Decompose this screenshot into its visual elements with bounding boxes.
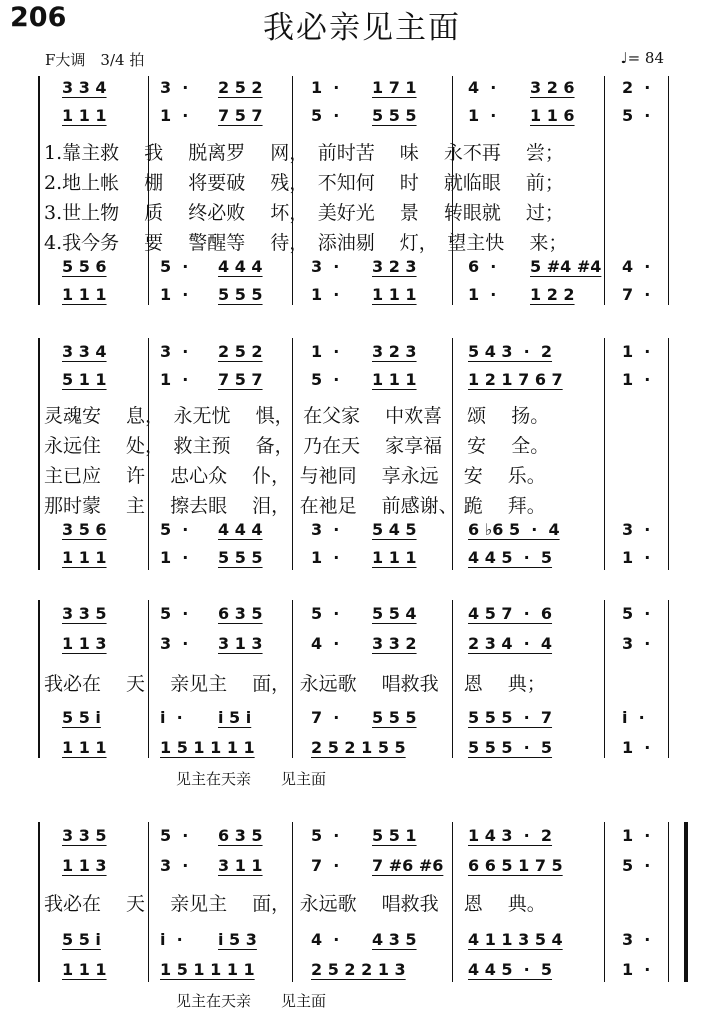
bar-line [604, 600, 605, 758]
notation-upper-segment: 3 3 4 [62, 78, 107, 97]
notation-upper-segment: 2 · [622, 78, 651, 97]
notation-upper-segment: 3 2 6 [530, 78, 575, 97]
system-left-bar [38, 822, 40, 982]
notation-upper-segment: 3 3 5 [62, 604, 107, 623]
notation-lower-segment: 5 4 5 [372, 520, 417, 539]
notation-lower-segment: 5 5 i [62, 708, 101, 727]
notation-lower-segment: i · [622, 708, 645, 727]
notation-upper2-segment: 1 1 3 [62, 856, 107, 875]
bass-annotation: 见主在天亲 见主面 [176, 770, 327, 788]
notation-lower-segment: 4 · [311, 930, 340, 949]
notation-lower2-segment: 4 4 5 · 5 [468, 960, 553, 979]
hymn-title: 我必亲见主面 [263, 10, 461, 46]
final-bar-line [684, 822, 688, 982]
notation-lower2-segment: 1 · [622, 960, 651, 979]
notation-upper2-segment: 5 · [311, 370, 340, 389]
bar-line [604, 822, 605, 982]
notation-upper-segment: 1 4 3 · 2 [468, 826, 553, 845]
notation-lower2-segment: 1 · [160, 548, 189, 567]
notation-upper2-segment: 4 · [311, 634, 340, 653]
notation-lower-segment: 4 · [622, 257, 651, 276]
notation-upper2-segment: 5 · [622, 106, 651, 125]
notation-upper2-segment: 3 · [160, 856, 189, 875]
notation-lower-segment: 5 · [160, 520, 189, 539]
lyric-line: 2.地上帐 棚 将要破 残， 不知何 时 就临眼 前； [44, 172, 564, 194]
bar-line [668, 600, 669, 758]
notation-upper-segment: 1 · [622, 826, 651, 845]
bar-line [604, 76, 605, 305]
notation-lower-segment: i · [160, 708, 183, 727]
lyric-line: 3.世上物 质 终必败 坏， 美好光 景 转眼就 过； [44, 202, 564, 224]
notation-lower-segment: 5 · [160, 257, 189, 276]
notation-upper2-segment: 1 1 6 [530, 106, 575, 125]
notation-lower-segment: 3 · [311, 520, 340, 539]
notation-lower2-segment: 1 1 1 [372, 548, 417, 567]
notation-upper-segment: 5 5 4 [372, 604, 417, 623]
notation-upper2-segment: 1 1 1 [372, 370, 417, 389]
notation-lower-segment: 4 1 1 3 5 4 [468, 930, 563, 949]
key-and-meter: F大调 3/4 拍 [45, 51, 145, 69]
notation-lower-segment: 4 3 5 [372, 930, 417, 949]
tempo-marking: ♩= 84 [620, 49, 664, 67]
notation-lower2-segment: 1 1 1 [62, 548, 107, 567]
notation-upper2-segment: 3 · [160, 634, 189, 653]
notation-upper-segment: 1 7 1 [372, 78, 417, 97]
notation-upper-segment: 5 · [311, 826, 340, 845]
notation-lower-segment: 5 5 i [62, 930, 101, 949]
notation-lower-segment: 5 #4 #4 [530, 257, 602, 276]
notation-lower2-segment: 1 1 1 [62, 960, 107, 979]
notation-lower-segment: 3 2 3 [372, 257, 417, 276]
notation-lower2-segment: 4 4 5 · 5 [468, 548, 553, 567]
notation-upper-segment: 5 · [160, 826, 189, 845]
bar-line [668, 76, 669, 305]
notation-lower-segment: 4 4 4 [218, 257, 263, 276]
notation-upper-segment: 4 · [468, 78, 497, 97]
notation-lower2-segment: 1 · [622, 738, 651, 757]
notation-lower2-segment: 1 1 1 [62, 285, 107, 304]
lyric-line: 灵魂安 息， 永无忧 惧， 在父家 中欢喜 颂 扬。 [44, 405, 550, 427]
notation-upper-segment: 1 · [311, 342, 340, 361]
notation-upper-segment: 6 3 5 [218, 604, 263, 623]
notation-upper-segment: 5 · [622, 604, 651, 623]
notation-lower2-segment: 5 5 5 [218, 285, 263, 304]
notation-upper2-segment: 7 #6 #6 [372, 856, 444, 875]
notation-upper2-segment: 5 5 5 [372, 106, 417, 125]
notation-lower-segment: 3 · [622, 930, 651, 949]
notation-upper2-segment: 1 1 3 [62, 634, 107, 653]
notation-lower2-segment: 2 5 2 2 1 3 [311, 960, 406, 979]
notation-upper2-segment: 1 2 1 7 6 7 [468, 370, 563, 389]
notation-lower-segment: 6 · [468, 257, 497, 276]
notation-lower2-segment: 1 5 1 1 1 1 [160, 738, 255, 757]
notation-lower-segment: i 5 i [218, 708, 252, 727]
notation-lower-segment: i 5 3 [218, 930, 257, 949]
notation-lower-segment: 3 · [622, 520, 651, 539]
notation-upper-segment: 2 5 2 [218, 342, 263, 361]
notation-lower2-segment: 2 5 2 1 5 5 [311, 738, 406, 757]
notation-upper2-segment: 6 6 5 1 7 5 [468, 856, 563, 875]
notation-lower-segment: 6 ♭6 5 · 4 [468, 520, 560, 539]
notation-lower-segment: 5 5 6 [62, 257, 107, 276]
notation-lower-segment: 3 · [311, 257, 340, 276]
notation-lower2-segment: 1 1 1 [62, 738, 107, 757]
notation-upper2-segment: 1 · [160, 106, 189, 125]
system-left-bar [38, 600, 40, 758]
system-left-bar [38, 76, 40, 305]
notation-upper-segment: 3 3 4 [62, 342, 107, 361]
notation-upper-segment: 5 · [160, 604, 189, 623]
lyric-line: 我必在 天 亲见主 面， 永远歌 唱救我 恩 典。 [44, 893, 546, 915]
notation-lower-segment: 5 5 5 [372, 708, 417, 727]
notation-upper2-segment: 7 · [311, 856, 340, 875]
notation-upper2-segment: 3 1 1 [218, 856, 263, 875]
notation-lower-segment: 5 5 5 · 7 [468, 708, 553, 727]
notation-lower2-segment: 5 5 5 [218, 548, 263, 567]
notation-upper2-segment: 2 3 4 · 4 [468, 634, 553, 653]
notation-lower-segment: 4 4 4 [218, 520, 263, 539]
notation-lower2-segment: 7 · [622, 285, 651, 304]
notation-upper2-segment: 3 3 2 [372, 634, 417, 653]
notation-upper2-segment: 3 · [622, 634, 651, 653]
notation-upper2-segment: 1 · [468, 106, 497, 125]
lyric-line: 4.我今务 要 警醒等 待， 添油剔 灯， 望主快 来； [44, 232, 568, 254]
bar-line [668, 822, 669, 982]
notation-upper2-segment: 1 · [622, 370, 651, 389]
notation-lower2-segment: 1 2 2 [530, 285, 575, 304]
notation-lower2-segment: 1 · [160, 285, 189, 304]
notation-upper-segment: 2 5 2 [218, 78, 263, 97]
notation-upper2-segment: 3 1 3 [218, 634, 263, 653]
notation-lower2-segment: 1 · [311, 285, 340, 304]
notation-upper2-segment: 1 1 1 [62, 106, 107, 125]
notation-lower2-segment: 1 · [622, 548, 651, 567]
notation-upper-segment: 1 · [311, 78, 340, 97]
notation-lower2-segment: 1 · [468, 285, 497, 304]
bar-line [604, 338, 605, 570]
notation-upper-segment: 5 4 3 · 2 [468, 342, 553, 361]
notation-lower-segment: 7 · [311, 708, 340, 727]
notation-lower-segment: 3 5 6 [62, 520, 107, 539]
notation-lower-segment: i · [160, 930, 183, 949]
notation-upper2-segment: 1 · [160, 370, 189, 389]
notation-upper2-segment: 7 5 7 [218, 106, 263, 125]
notation-upper-segment: 3 · [160, 78, 189, 97]
notation-upper-segment: 3 2 3 [372, 342, 417, 361]
notation-upper2-segment: 7 5 7 [218, 370, 263, 389]
lyric-line: 主已应 许 忠心众 仆， 与祂同 享永远 安 乐。 [44, 465, 546, 487]
notation-upper-segment: 3 · [160, 342, 189, 361]
notation-upper2-segment: 5 1 1 [62, 370, 107, 389]
notation-lower2-segment: 1 · [311, 548, 340, 567]
hymn-number: 206 [10, 2, 67, 33]
lyric-line: 我必在 天 亲见主 面， 永远歌 唱救我 恩 典； [44, 673, 546, 695]
notation-upper2-segment: 5 · [311, 106, 340, 125]
lyric-line: 永远住 处， 救主预 备， 乃在天 家享福 安 全。 [44, 435, 550, 457]
bar-line [668, 338, 669, 570]
notation-upper-segment: 3 3 5 [62, 826, 107, 845]
notation-lower2-segment: 1 1 1 [372, 285, 417, 304]
notation-upper-segment: 1 · [622, 342, 651, 361]
notation-lower2-segment: 5 5 5 · 5 [468, 738, 553, 757]
notation-upper-segment: 4 5 7 · 6 [468, 604, 553, 623]
bass-annotation: 见主在天亲 见主面 [176, 992, 327, 1010]
lyric-line: 1.靠主救 我 脱离罗 网， 前时苦 味 永不再 尝； [44, 142, 564, 164]
lyric-line: 那时蒙 主 擦去眼 泪， 在祂足 前感谢、 跪 拜。 [44, 495, 546, 517]
notation-upper2-segment: 5 · [622, 856, 651, 875]
notation-upper-segment: 5 5 1 [372, 826, 417, 845]
system-left-bar [38, 338, 40, 570]
notation-upper-segment: 5 · [311, 604, 340, 623]
notation-upper-segment: 6 3 5 [218, 826, 263, 845]
notation-lower2-segment: 1 5 1 1 1 1 [160, 960, 255, 979]
